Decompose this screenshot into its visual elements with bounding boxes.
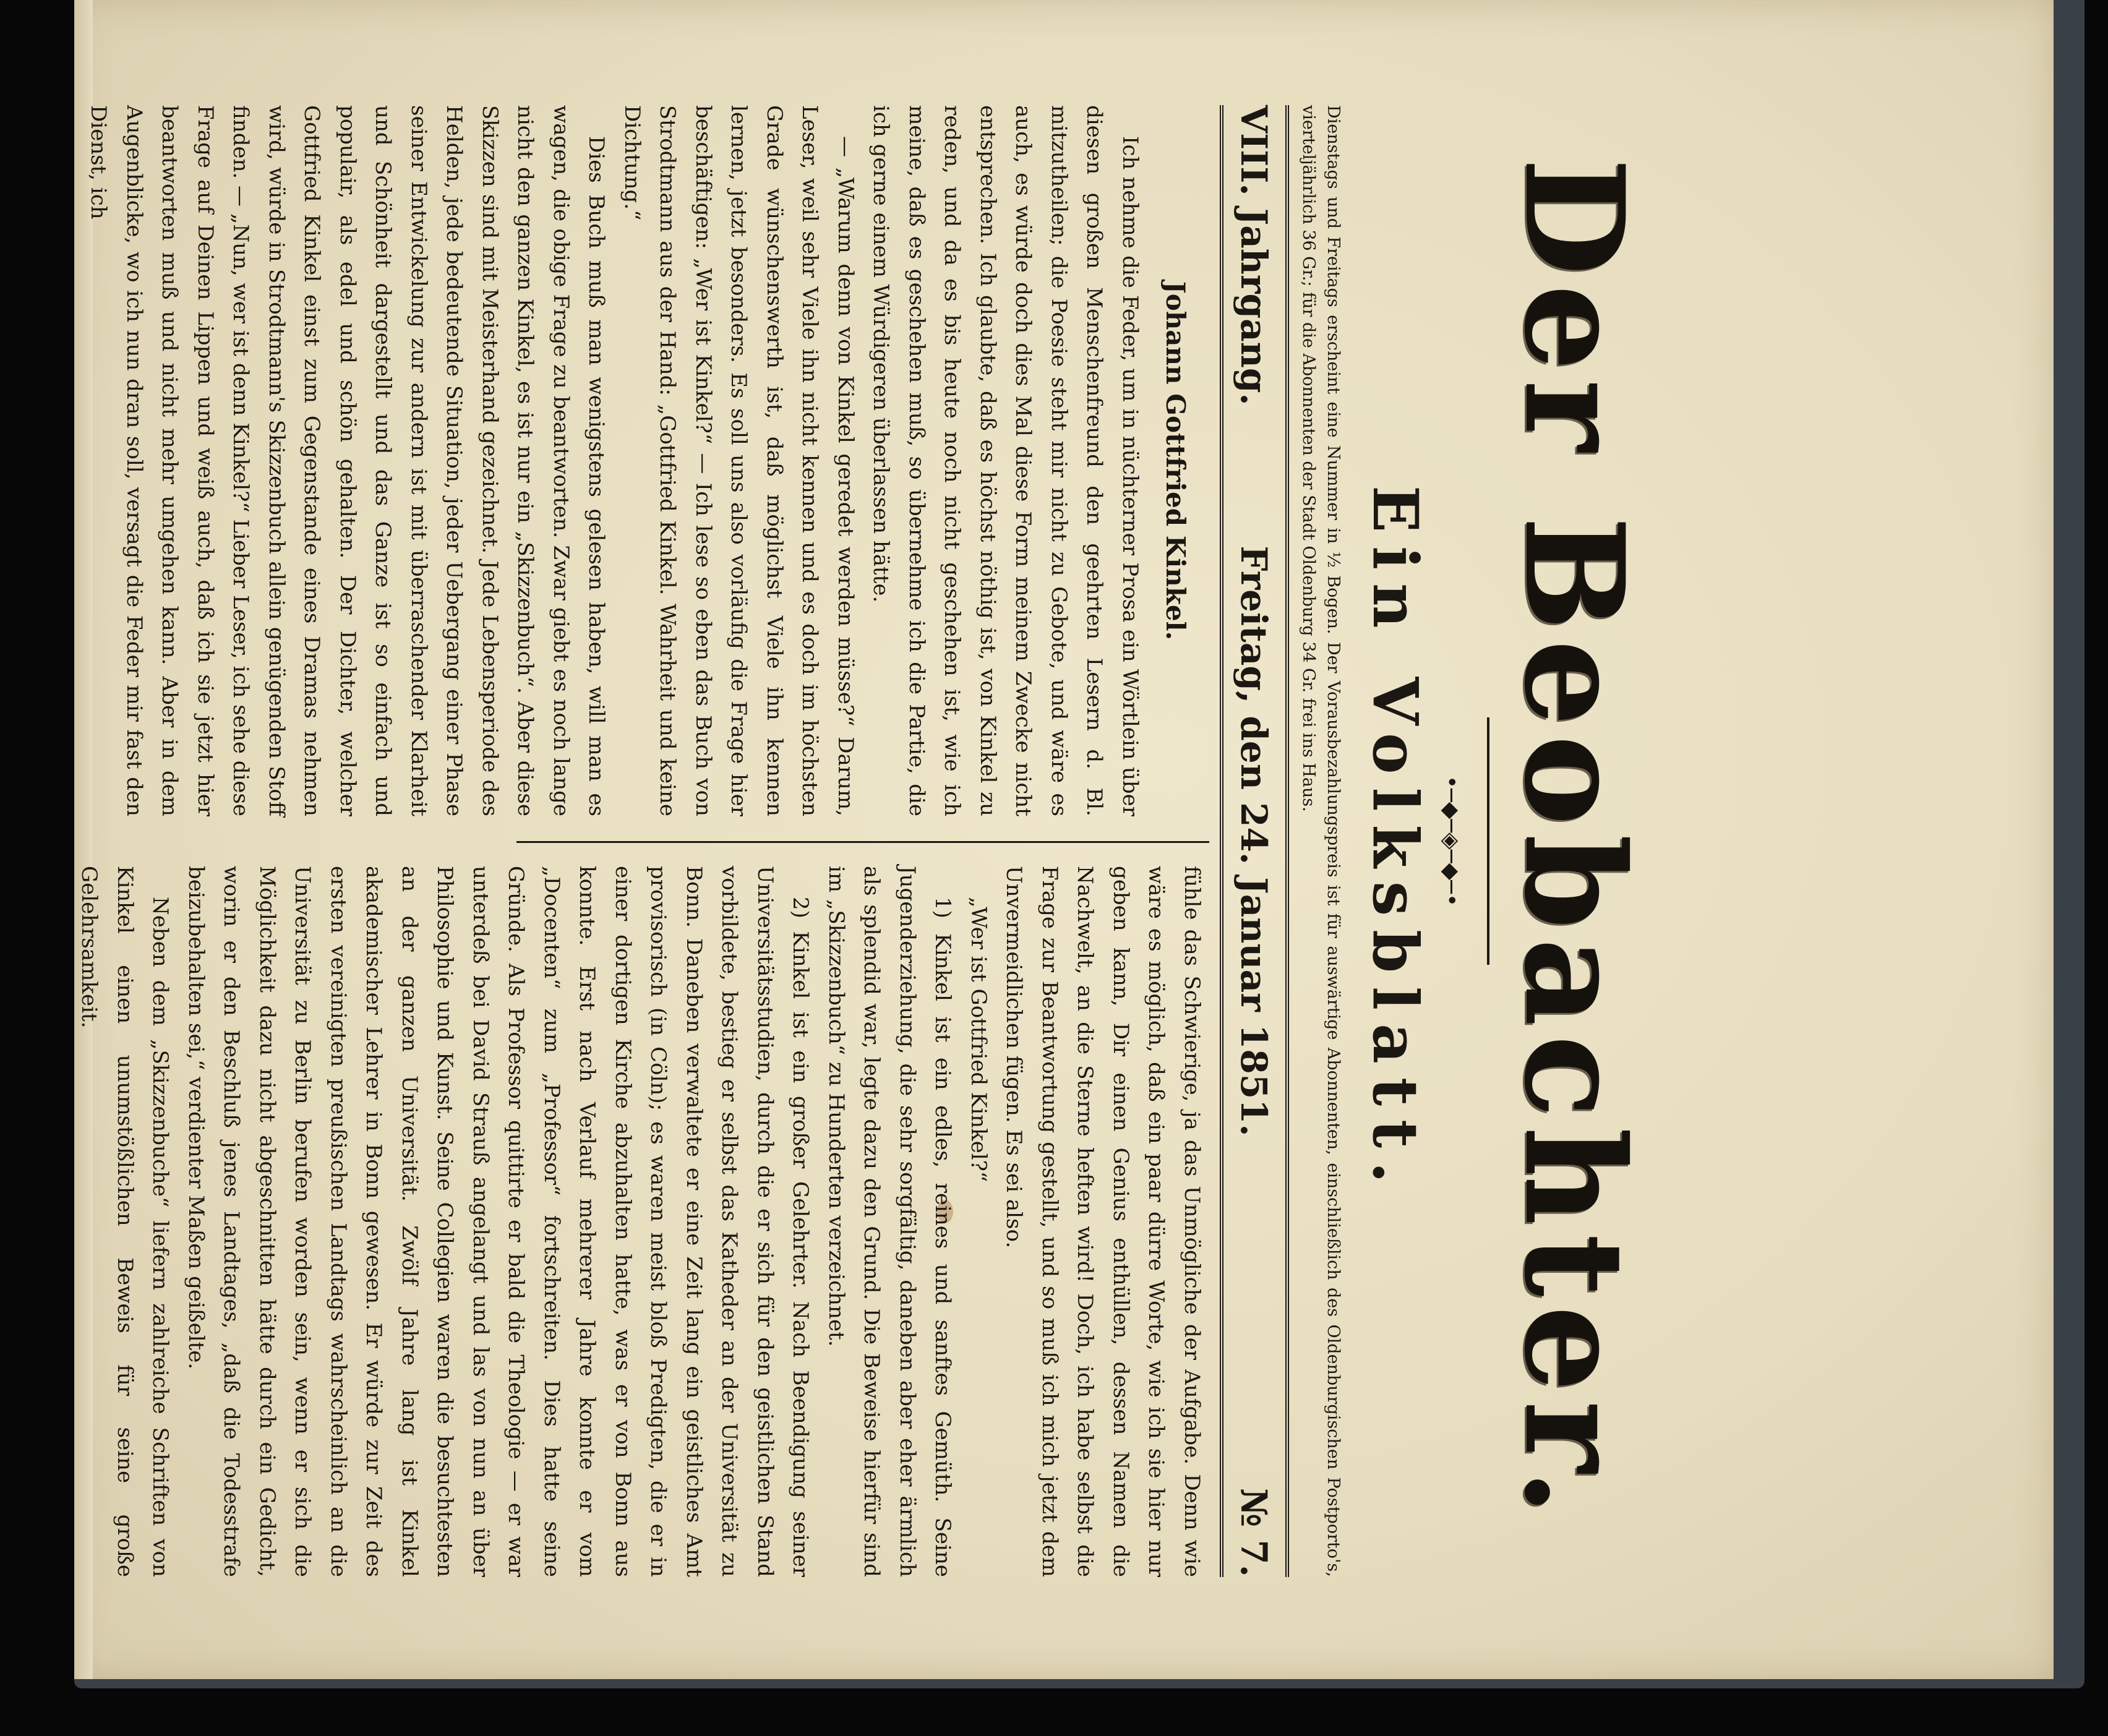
dateline-rule-top: [1285, 105, 1289, 1577]
article-paragraph: „Wer ist Gottfried Kinkel?“: [966, 897, 991, 1182]
article-paragraph: Ich nehme die Feder, um in nüchterner Prosa ein Wörtlein über diesen großen Menschenfreund den geehrten Lesern d. Bl. mitzutheilen; die Poesie steht mir nicht zu Gebote, und wäre es auch, es würde doch dies Mal diese Form meinem Zwecke nicht entsprechen. Ich glaubte, daß es höchst nöthig ist, von Kinkel zu reden, und da es bis heute noch nicht geschehen ist, wie ich meine, daß es geschehen muß, so übernehme ich die Partie, die ich gerne einem Würdigeren überlassen hätte.: [868, 105, 1142, 816]
dateline-rule-bottom: [1220, 105, 1223, 1577]
title-rule: [1487, 717, 1489, 965]
article-paragraph: Neben dem „Skizzenbuche“ liefern zahlreiche Schriften von Kinkel einen unumstößlichen Beweis für seine große Gelehrsamkeit.: [77, 866, 173, 1577]
article-paragraph: fühle das Schwierige, ja das Unmögliche der Aufgabe. Denn wie wäre es möglich, daß ein paar dürre Worte, wie ich sie hier nur geben kann, Dir einen Genius enthüllen, dessen Namen die Nachwelt, an die Sterne heften wird! Doch, ich habe selbst die Frage zur Beantwortung gestellt, und so muß ich mich jetzt dem Unvermeidlichen fügen. Es sei also.: [1001, 866, 1204, 1577]
dateline: [1227, 105, 1280, 1577]
article-paragraph: 1) Kinkel ist ein edles, reines und sanftes Gemüth. Seine Jugenderziehung, die sehr sorgfältig, daneben aber eher ärmlich als splendid war, legte dazu den Grund. Die Beweise hierfür sind im „Skizzenbuch“ zu Hunderten verzeichnet.: [824, 866, 956, 1577]
newspaper-title: Der Beobachter.: [1494, 157, 1655, 1525]
article-paragraph: — „Warum denn von Kinkel geredet werden müsse?“ Darum, Leser, weil sehr Viele ihn nicht kennen und es doch im höchsten Grade wünschenswerth ist, daß möglichst Viele ihn kennen lernen, jetzt besonders. Es soll uns also vorläufig die Frage hier beschäftigen: „Wer ist Kinkel?“ — Ich lese so eben das Buch von Strodtmann aus der Hand: „Gottfried Kinkel. Wahrheit und keine Dichtung.“: [620, 105, 858, 816]
article-heading: Johann Gottfried Kinkel.: [1160, 281, 1191, 641]
column-right: [71, 866, 1209, 1577]
column-divider: [516, 841, 1209, 843]
rotated-page-content: [77, 105, 1655, 1577]
subscription-notice: Dienstags und Freitags erscheint eine Nummer in ½ Bogen. Der Vorausbezahlungspreis ist für auswärtige Abonnenten, einschließlich des Oldenburgischen Postporto's, vierteljährlich 36 Gr.; für die Abonnenten der Stadt Oldenburg 34 Gr. frei ins Haus.: [1299, 105, 1343, 1577]
newspaper-subtitle: Ein Volksblatt.: [1359, 485, 1432, 1197]
ornament-divider: •─◆─◈─◆─•: [1438, 775, 1463, 907]
masthead: [1359, 105, 1655, 1577]
issue-number: № 7.: [1233, 1488, 1275, 1577]
article-paragraph: Dies Buch muß man wenigstens gelesen haben, will man es wagen, die obige Frage zu beantworten. Zwar giebt es noch lange nicht den ganzen Kinkel, es ist nur ein „Skizzenbuch“. Aber diese Skizzen sind mit Meisterhand gezeichnet. Jede Lebensperiode des Helden, jede bedeutende Situation, jeder Uebergang einer Phase seiner Entwickelung zur andern ist mit überraschender Klarheit und Schönheit dargestellt und das Ganze ist so einfach und populair, als edel und schön gehalten. Der Dichter, welcher Gottfried Kinkel einst zum Gegenstande eines Dramas nehmen wird, würde in Strodtmann's Skizzenbuch allein genügenden Stoff finden. — „Nun, wer ist denn Kinkel?“ Lieber Leser, ich sehe diese Frage auf Deinen Lippen und weiß auch, daß ich sie jetzt hier beantworten muß und nicht mehr umgehen kann. Aber in dem Augenblicke, wo ich nun dran soll, versagt die Feder mir fast den Dienst, ich: [86, 105, 609, 816]
article-paragraph: 2) Kinkel ist ein großer Gelehrter. Nach Beendigung seiner Universitätsstudien, durch die er sich für den geistlichen Stand vorbildete, bestieg er selbst das Katheder an der Universität zu Bonn. Daneben verwaltete er eine Zeit lang ein geistliches Amt provisorisch (in Cöln); es waren meist bloß Predigten, die er in einer dortigen Kirche abzuhalten hatte, was er von Bonn aus konnte. Erst nach Verlauf mehrerer Jahre konnte er vom „Docenten“ zum „Professor“ fortschreiten. Dies hatte seine Gründe. Als Professor quittirte er bald die Theologie — er war unterdeß bei David Strauß angelangt und las von nun an über Philosophie und Kunst. Seine Collegien waren die besuchtesten an der ganzen Universität. Zwölf Jahre lang ist Kinkel akademischer Lehrer in Bonn gewesen. Er würde zur Zeit des ersten vereinigten preußischen Landtags wahrscheinlich an die Universität zu Berlin berufen worden sein, wenn er sich die Möglichkeit dazu nicht abgeschnitten hätte durch ein Gedicht, worin er den Beschluß jenes Landtages, „daß die Todesstrafe beizubehalten sei,“ verdienter Maßen geißelte.: [184, 866, 813, 1577]
volume-label: VIII. Jahrgang.: [1233, 105, 1275, 406]
issue-date: Freitag, den 24. Januar 1851.: [1233, 545, 1275, 1137]
column-left: [80, 105, 1209, 816]
